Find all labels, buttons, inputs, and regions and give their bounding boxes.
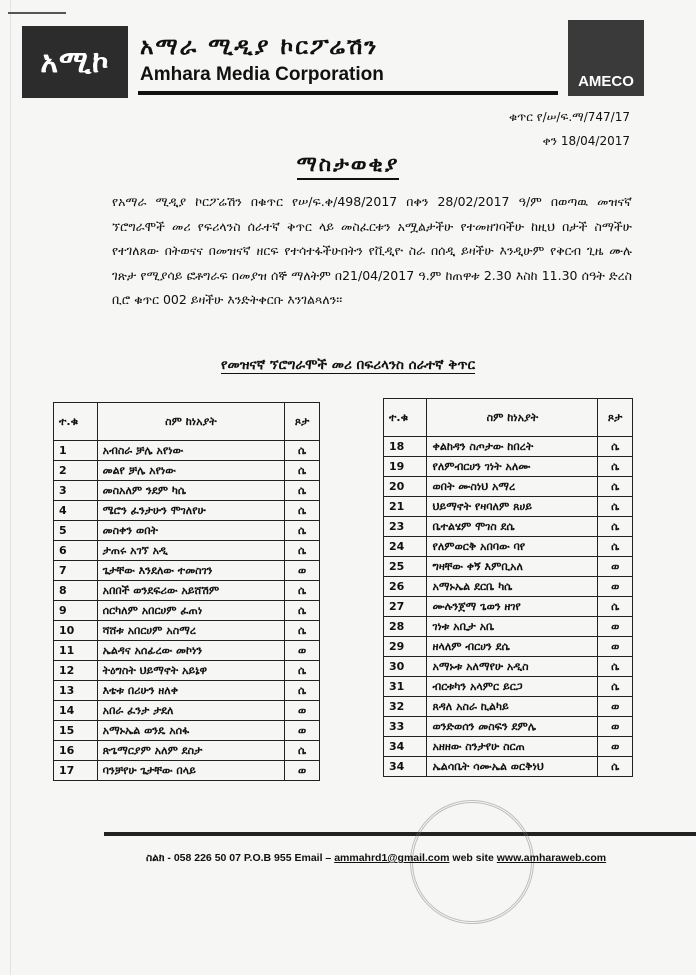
row-sex: ወ bbox=[285, 761, 320, 781]
table-row bbox=[384, 497, 633, 517]
row-name: ሙሉንጀማ ጌወን ዘገየ bbox=[427, 597, 598, 617]
row-name: እቴቱ በሪሁን ዘለቀ bbox=[97, 681, 285, 701]
row-number: 8 bbox=[54, 581, 98, 601]
row-sex: ሴ bbox=[285, 541, 320, 561]
table-row bbox=[384, 677, 633, 697]
row-name: የለምወርቅ አበባው ባየ bbox=[427, 537, 598, 557]
table-row bbox=[384, 517, 633, 537]
table-row bbox=[54, 721, 320, 741]
row-number: 34 bbox=[384, 737, 427, 757]
row-name: መልየ ቻሌ አየነው bbox=[97, 461, 285, 481]
row-name: ሰርካለም አበርሀም ፈጠነ bbox=[97, 601, 285, 621]
row-sex: ሴ bbox=[598, 677, 633, 697]
roster-table-right bbox=[383, 398, 633, 777]
row-sex: ሴ bbox=[285, 441, 320, 461]
table-row bbox=[384, 697, 633, 717]
row-number: 15 bbox=[54, 721, 98, 741]
row-name: ግዛቸው ቀኝ እምቢአለ bbox=[427, 557, 598, 577]
row-sex: ሴ bbox=[598, 757, 633, 777]
header-sex: ጾታ bbox=[285, 403, 320, 441]
row-sex: ሴ bbox=[598, 537, 633, 557]
header-no: ተ.ቁ bbox=[54, 403, 98, 441]
header-divider bbox=[138, 91, 558, 95]
table-row bbox=[384, 437, 633, 457]
row-sex: ሴ bbox=[285, 661, 320, 681]
row-number: 7 bbox=[54, 561, 98, 581]
table-row bbox=[54, 461, 320, 481]
table-row bbox=[54, 521, 320, 541]
table-row bbox=[384, 637, 633, 657]
row-name: ቤተልሄም ሞገስ ደሴ bbox=[427, 517, 598, 537]
row-number: 32 bbox=[384, 697, 427, 717]
footer-web-label: web site bbox=[452, 852, 494, 864]
row-sex: ወ bbox=[598, 637, 633, 657]
row-name: ኤልዳና አሰፊረው መኮነን bbox=[97, 641, 285, 661]
footer-pobox: P.O.B 955 bbox=[243, 852, 292, 864]
row-sex: ሴ bbox=[285, 501, 320, 521]
table-row bbox=[384, 557, 633, 577]
row-sex: ሴ bbox=[285, 521, 320, 541]
row-number: 6 bbox=[54, 541, 98, 561]
row-sex: ወ bbox=[598, 737, 633, 757]
table-row bbox=[54, 441, 320, 461]
row-number: 3 bbox=[54, 481, 98, 501]
reference-date: ቀን 18/04/2017 bbox=[542, 134, 630, 148]
header-name: ስም ከነአያት bbox=[427, 399, 598, 437]
row-sex: ሴ bbox=[598, 457, 633, 477]
row-sex: ሴ bbox=[598, 657, 633, 677]
row-number: 21 bbox=[384, 497, 427, 517]
row-name: ብርቱካን አላምር ይርጋ bbox=[427, 677, 598, 697]
row-sex: ሴ bbox=[598, 437, 633, 457]
table-header-row bbox=[384, 399, 633, 437]
row-number: 9 bbox=[54, 601, 98, 621]
footer-email-label: Email – bbox=[294, 852, 332, 864]
row-name: የለምብርሀን ገነት አለሙ bbox=[427, 457, 598, 477]
row-name: ታጠሩ አገኘ አዲ bbox=[97, 541, 285, 561]
table-row bbox=[384, 577, 633, 597]
page-edge-shadow bbox=[10, 0, 11, 975]
row-name: አበራ ፈንታ ታደለ bbox=[97, 701, 285, 721]
row-name: ጌታቸው እንደለው ተመስገን bbox=[97, 561, 285, 581]
row-number: 20 bbox=[384, 477, 427, 497]
table-header-row bbox=[54, 403, 320, 441]
row-number: 2 bbox=[54, 461, 98, 481]
roster-table-left bbox=[53, 402, 320, 781]
row-number: 31 bbox=[384, 677, 427, 697]
row-name: ዘላለም ብርሀን ደሴ bbox=[427, 637, 598, 657]
row-name: ትዕግስት ህይማኖት አይኔዋ bbox=[97, 661, 285, 681]
row-name: ሻሸቱ አበርሀም አስማረ bbox=[97, 621, 285, 641]
row-number: 30 bbox=[384, 657, 427, 677]
row-number: 18 bbox=[384, 437, 427, 457]
row-name: ኤልሳቤት ሳሙኤል ወርቅነህ bbox=[427, 757, 598, 777]
row-number: 33 bbox=[384, 717, 427, 737]
row-name: ሜሮን ፈንታሁን ሞገለየሁ bbox=[97, 501, 285, 521]
row-sex: ወ bbox=[598, 617, 633, 637]
row-number: 1 bbox=[54, 441, 98, 461]
row-number: 23 bbox=[384, 517, 427, 537]
table-row bbox=[54, 561, 320, 581]
table-row bbox=[54, 681, 320, 701]
row-number: 10 bbox=[54, 621, 98, 641]
row-sex: ሴ bbox=[598, 477, 633, 497]
row-sex: ሴ bbox=[285, 601, 320, 621]
row-name: ወንድወሰን መስፍን ደምሌ bbox=[427, 717, 598, 737]
table-row bbox=[54, 501, 320, 521]
row-number: 14 bbox=[54, 701, 98, 721]
row-number: 11 bbox=[54, 641, 98, 661]
row-sex: ወ bbox=[285, 701, 320, 721]
table-row bbox=[384, 477, 633, 497]
row-number: 12 bbox=[54, 661, 98, 681]
table-row bbox=[384, 597, 633, 617]
row-name: አማኑቱ አለማየሁ አዲስ bbox=[427, 657, 598, 677]
row-name: አበበች ወንደፍሪው አይሸሽም bbox=[97, 581, 285, 601]
header-no: ተ.ቁ bbox=[384, 399, 427, 437]
table-row bbox=[54, 701, 320, 721]
row-name: ቀልከዳን ስጦታው ከበረት bbox=[427, 437, 598, 457]
row-number: 5 bbox=[54, 521, 98, 541]
row-number: 34 bbox=[384, 757, 427, 777]
row-name: አማኑኤል ወንዴ አሰፋ bbox=[97, 721, 285, 741]
amharic-logo: አሚኮ bbox=[22, 26, 128, 98]
row-sex: ሴ bbox=[285, 741, 320, 761]
notice-title bbox=[0, 152, 696, 177]
row-sex: ሴ bbox=[285, 461, 320, 481]
row-sex: ወ bbox=[285, 561, 320, 581]
table-row bbox=[54, 621, 320, 641]
row-number: 25 bbox=[384, 557, 427, 577]
row-number: 27 bbox=[384, 597, 427, 617]
table-row bbox=[384, 537, 633, 557]
row-name: አማኑኤል ደርቤ ካሴ bbox=[427, 577, 598, 597]
row-sex: ወ bbox=[285, 721, 320, 741]
row-sex: ወ bbox=[598, 697, 633, 717]
row-number: 26 bbox=[384, 577, 427, 597]
row-number: 28 bbox=[384, 617, 427, 637]
row-name: ጸዳለ አስራ ኪልካይ bbox=[427, 697, 598, 717]
table-row bbox=[384, 757, 633, 777]
row-sex: ሴ bbox=[598, 597, 633, 617]
row-name: ጽጌማርያም አለም ደስታ bbox=[97, 741, 285, 761]
row-sex: ወ bbox=[598, 557, 633, 577]
row-name: አብስራ ቻሌ አየነው bbox=[97, 441, 285, 461]
row-number: 17 bbox=[54, 761, 98, 781]
org-name-english: Amhara Media Corporation bbox=[140, 64, 384, 85]
row-number: 29 bbox=[384, 637, 427, 657]
table-row bbox=[54, 541, 320, 561]
row-sex: ወ bbox=[598, 577, 633, 597]
org-name-amharic: አማራ ሚዲያ ኮርፖሬሽን bbox=[140, 34, 379, 60]
row-sex: ሴ bbox=[598, 497, 633, 517]
footer-contact bbox=[146, 852, 606, 865]
row-name: ህይማኖት የዛባለም ጸሀይ bbox=[427, 497, 598, 517]
table-row bbox=[54, 661, 320, 681]
footer-divider bbox=[104, 832, 696, 836]
row-name: አዘዘው ስንታየሁ ስርጠ bbox=[427, 737, 598, 757]
table-row bbox=[54, 601, 320, 621]
table-row bbox=[384, 617, 633, 637]
row-name: መስአለም ንደም ካሴ bbox=[97, 481, 285, 501]
header-sex: ጾታ bbox=[598, 399, 633, 437]
table-row bbox=[54, 581, 320, 601]
notice-title-text: ማስታወቂያ bbox=[297, 152, 400, 180]
row-name: ባንቻየሁ ጌታቸው በላይ bbox=[97, 761, 285, 781]
reference-number: ቁጥር የ/ሠ/ፍ.ማ/747/17 bbox=[509, 110, 630, 124]
footer-email[interactable]: ammahrd1@gmail.com bbox=[334, 852, 450, 864]
row-name: ወበት ሙስነህ አማረ bbox=[427, 477, 598, 497]
row-sex: ሴ bbox=[285, 481, 320, 501]
row-sex: ሴ bbox=[285, 581, 320, 601]
row-sex: ሴ bbox=[285, 621, 320, 641]
header-name: ስም ከነአያት bbox=[97, 403, 285, 441]
row-sex: ሴ bbox=[598, 517, 633, 537]
table-caption-text: የመዝናኛ ኘሮግራሞች መሪ በፍሪላንስ ሰራተኛ ቅጥር bbox=[220, 357, 476, 373]
table-row bbox=[54, 481, 320, 501]
notice-body: የአማራ ሚዲያ ኮርፖሬሽን በቁጥር የሠ/ፍ.ቀ/498/2017 በቀን 28/02/2017 ዓ/ም በወጣዉ መዝናኛ ኘሮግራሞች መሪ የፍሪላንስ ሰራተኛ ቅጥር ላይ መስፈርቱን አሟልታችሁ የተመዘገባችሁ ከዚህ በታች ስማችሁ የተገለጸው በትወናና በመዝናኛ ዘርፍ የተሳተፋችሁበትን የቪዲዮ ስራ በሰዲ ይዛችሁ እንዲሁም የቅርብ ጊዜ ሙሉ ገጽታ የሚያሳይ ፎቶግራፍ በመያዝ ሰኞ ማለትም በ21/04/2017 ዓ.ም ከጠዋቱ 2.30 እስከ 11.30 ሰዓት ድረስ ቢሮ ቁጥር 002 ይዛችሁ እንድትቀርቡ እንገልጻለን፡፡ bbox=[112, 194, 632, 307]
table-row bbox=[54, 761, 320, 781]
row-name: ገነቱ አቢታ አቤ bbox=[427, 617, 598, 637]
table-row bbox=[384, 457, 633, 477]
table-row bbox=[384, 717, 633, 737]
row-name: መስቀን ወበት bbox=[97, 521, 285, 541]
row-sex: ሴ bbox=[285, 681, 320, 701]
table-caption bbox=[0, 357, 696, 373]
row-number: 19 bbox=[384, 457, 427, 477]
row-number: 4 bbox=[54, 501, 98, 521]
footer-phone: ስልክ - 058 226 50 07 bbox=[146, 852, 241, 864]
row-number: 24 bbox=[384, 537, 427, 557]
row-sex: ወ bbox=[598, 717, 633, 737]
row-sex: ወ bbox=[285, 641, 320, 661]
table-row bbox=[384, 737, 633, 757]
table-row bbox=[54, 741, 320, 761]
row-number: 16 bbox=[54, 741, 98, 761]
row-number: 13 bbox=[54, 681, 98, 701]
ameco-logo: AMECO bbox=[568, 20, 644, 96]
table-row bbox=[54, 641, 320, 661]
table-row bbox=[384, 657, 633, 677]
footer-website[interactable]: www.amharaweb.com bbox=[496, 852, 607, 864]
punch-mark bbox=[8, 12, 66, 14]
